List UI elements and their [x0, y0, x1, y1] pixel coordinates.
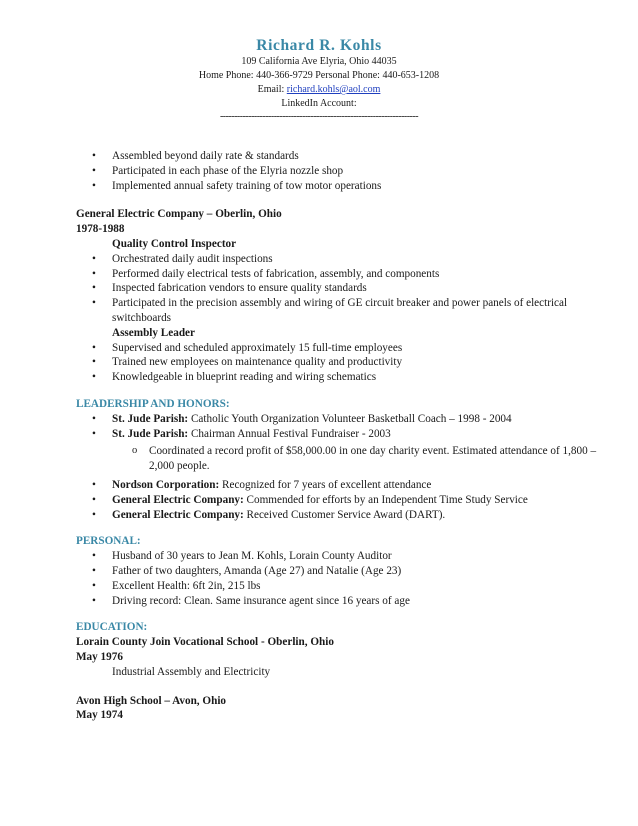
- item-label: St. Jude Parish:: [112, 412, 189, 425]
- list-item: [76, 508, 616, 523]
- email-link[interactable]: richard.kohls@aol.com: [286, 84, 381, 95]
- linkedin-line: LinkedIn Account:: [281, 98, 357, 109]
- list-item: • Excellent Health: 6ft 2in, 215 lbs: [76, 579, 616, 594]
- quality-control-list: [76, 252, 616, 326]
- sub-list: [76, 444, 616, 474]
- top-bullet-list: [76, 149, 616, 193]
- resume-header: [0, 36, 638, 123]
- personal-heading: PERSONAL:: [76, 535, 141, 548]
- resume-body: [76, 149, 616, 723]
- email-label: Email:: [257, 84, 285, 95]
- personal-list: [76, 549, 616, 608]
- email-line: [0, 83, 638, 97]
- list-item: • Knowledgeable in blueprint reading and wiring schematics: [76, 370, 616, 385]
- school-name: Lorain County Join Vocational School - Oberlin, Ohio: [76, 636, 334, 649]
- role-quality-control: Quality Control Inspector: [112, 237, 237, 250]
- list-item: • Implemented annual safety training of tow motor operations: [76, 179, 616, 194]
- item-text: Received Customer Service Award (DART).: [243, 508, 446, 521]
- list-item: • Driving record: Clean. Same insurance agent since 16 years of age: [76, 594, 616, 609]
- address: 109 California Ave Elyria, Ohio 44035: [241, 56, 397, 67]
- education-heading: EDUCATION:: [76, 621, 148, 634]
- list-item: • Inspected fabrication vendors to ensure quality standards: [76, 281, 616, 296]
- item-text: Chairman Annual Festival Fundraiser - 2003: [188, 427, 391, 440]
- school-name: Avon High School – Avon, Ohio: [76, 694, 227, 707]
- item-label: General Electric Company:: [112, 493, 244, 506]
- candidate-name: Richard R. Kohls: [256, 37, 382, 54]
- leadership-heading: LEADERSHIP AND HONORS:: [76, 397, 230, 410]
- sub-list-item: o Coordinated a record profit of $58,000.00 in one day charity event. Estimated attendance of 1,800 – 2,000 people.: [76, 444, 616, 474]
- list-item: • Assembled beyond daily rate & standards: [76, 149, 616, 164]
- list-item: [76, 412, 616, 427]
- list-item: • Orchestrated daily audit inspections: [76, 252, 616, 267]
- list-item: • Husband of 30 years to Jean M. Kohls, Lorain County Auditor: [76, 549, 616, 564]
- item-label: Nordson Corporation:: [112, 478, 220, 491]
- leadership-list: [76, 412, 616, 523]
- item-label: St. Jude Parish:: [112, 427, 189, 440]
- ge-dates: 1978-1988: [76, 223, 125, 236]
- school-date: May 1974: [76, 709, 123, 722]
- list-item: [76, 493, 616, 508]
- role-assembly-leader: Assembly Leader: [112, 326, 195, 339]
- list-item: • Participated in each phase of the Elyria nozzle shop: [76, 164, 616, 179]
- list-item: • Supervised and scheduled approximately 15 full-time employees: [76, 341, 616, 356]
- item-text: Catholic Youth Organization Volunteer Basketball Coach – 1998 - 2004: [188, 412, 512, 425]
- list-item: [76, 478, 616, 493]
- list-item: • Father of two daughters, Amanda (Age 27) and Natalie (Age 23): [76, 564, 616, 579]
- header-rule: ----------------------------------------------------------------------: [219, 111, 419, 122]
- school-date: May 1976: [76, 650, 123, 663]
- school-program: Industrial Assembly and Electricity: [112, 665, 271, 678]
- assembly-leader-list: [76, 341, 616, 385]
- list-item: • Performed daily electrical tests of fabrication, assembly, and components: [76, 267, 616, 282]
- phone-numbers: Home Phone: 440-366-9729 Personal Phone: 440-653-1208: [198, 70, 440, 81]
- ge-company: General Electric Company – Oberlin, Ohio: [76, 208, 282, 221]
- item-text: Recognized for 7 years of excellent attendance: [219, 478, 432, 491]
- list-item: [76, 427, 616, 474]
- list-item: • Participated in the precision assembly and wiring of GE circuit breaker and power panels of electrical switchboards: [76, 296, 616, 326]
- item-text: Commended for efforts by an Independent Time Study Service: [243, 493, 528, 506]
- list-item: • Trained new employees on maintenance quality and productivity: [76, 355, 616, 370]
- item-label: General Electric Company:: [112, 508, 244, 521]
